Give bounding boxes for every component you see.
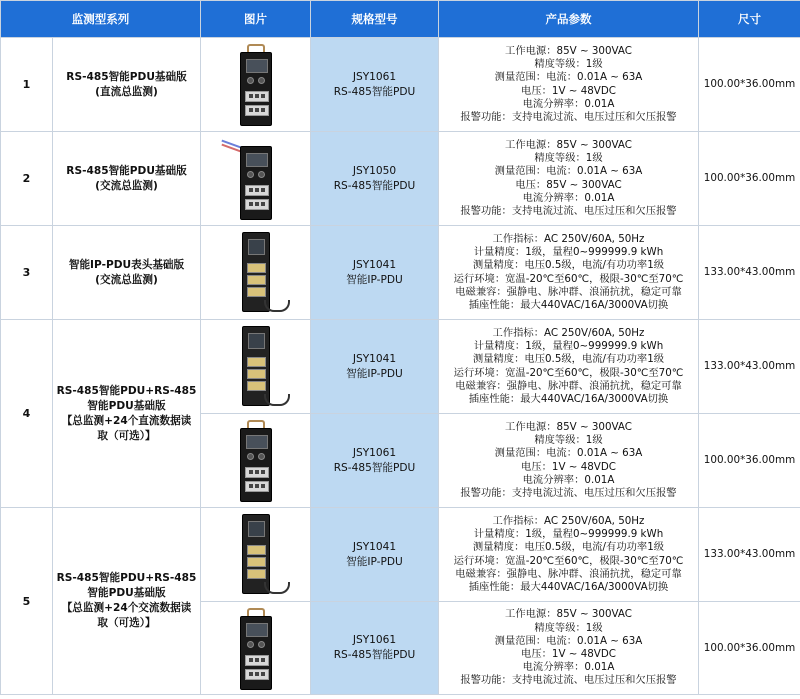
param-line: 报警功能：支持电流过流、电压过压和欠压报警 [460, 204, 677, 217]
param-line: 工作电源：85V ~ 300VAC [505, 608, 632, 621]
param-line: 电流分辨率：0.01A [522, 661, 615, 674]
model-cell [311, 602, 439, 695]
param-line: 插座性能：最大440VAC/16A/3000VA切换 [468, 580, 669, 593]
image-cell [201, 602, 311, 695]
param-line: 测量精度：电压0.5级，电流/有功功率1级 [472, 353, 665, 366]
model-name: RS-485智能PDU [333, 649, 416, 661]
ip-pdu-device-icon [201, 322, 310, 412]
size-cell: 133.00*43.00mm [699, 508, 800, 602]
ip-pdu-device-icon [201, 228, 310, 318]
model-name: 智能IP-PDU [346, 555, 403, 568]
model-name: RS-485智能PDU [333, 461, 416, 474]
param-line: 工作电源：85V ~ 300VAC [505, 138, 632, 151]
params-cell [439, 132, 699, 226]
series-line: (交流总监测) [95, 179, 158, 192]
series-line: RS-485智能PDU基础版 [66, 164, 187, 177]
model-name: 智能IP-PDU [346, 273, 403, 286]
param-line: 运行环境：宽温-20℃至60℃，极限-30℃至70℃ [453, 366, 684, 379]
param-line: 运行环境：宽温-20℃至60℃，极限-30℃至70℃ [453, 554, 684, 567]
series-line: RS-485智能PDU+RS-485 [56, 572, 197, 584]
row-index: 3 [1, 226, 53, 320]
param-line: 插座性能：最大440VAC/16A/3000VA切换 [468, 392, 669, 405]
size-cell: 133.00*43.00mm [699, 320, 800, 414]
param-line: 电磁兼容：强静电、脉冲群、浪涌抗扰，稳定可靠 [455, 567, 682, 580]
param-line: 工作指标：AC 250V/60A, 50Hz [492, 232, 645, 245]
series-cell [53, 320, 201, 508]
header-params: 产品参数 [439, 1, 699, 38]
param-line: 电磁兼容：强静电、脉冲群、浪涌抗扰，稳定可靠 [455, 285, 682, 298]
model-code: JSY1041 [352, 540, 397, 553]
size-cell: 133.00*43.00mm [699, 226, 800, 320]
row-index: 1 [1, 38, 53, 132]
model-code: JSY1061 [352, 70, 397, 83]
table-row [1, 320, 800, 414]
param-line: 运行环境：宽温-20℃至60℃，极限-30℃至70℃ [453, 272, 684, 285]
param-line: 测量范围：电流：0.01A ~ 63A [494, 71, 643, 84]
model-name: 智能IP-PDU [346, 367, 403, 380]
param-line: 插座性能：最大440VAC/16A/3000VA切换 [468, 298, 669, 311]
series-cell [53, 226, 201, 320]
series-line: 取（可选）】 [97, 429, 156, 442]
model-cell [311, 226, 439, 320]
series-line: 【总监测+24个交流数据读 [61, 602, 192, 614]
model-code: JSY1041 [352, 352, 397, 365]
table-row [1, 38, 800, 132]
param-line: 电流分辨率：0.01A [522, 473, 615, 486]
param-line: 测量范围：电流：0.01A ~ 63A [494, 165, 643, 178]
param-line: 计量精度：1级，量程0~999999.9 kWh [473, 528, 664, 541]
size-cell: 100.00*36.00mm [699, 414, 800, 508]
series-cell [53, 508, 201, 695]
param-line: 工作指标：AC 250V/60A, 50Hz [492, 326, 645, 339]
series-cell [53, 38, 201, 132]
param-line: 电压：1V ~ 48VDC [521, 84, 616, 97]
pdu-device-dc-icon [201, 604, 310, 693]
param-line: 计量精度：1级，量程0~999999.9 kWh [473, 246, 664, 259]
size-cell: 100.00*36.00mm [699, 132, 800, 226]
param-line: 电磁兼容：强静电、脉冲群、浪涌抗扰，稳定可靠 [455, 379, 682, 392]
param-line: 电压：1V ~ 48VDC [521, 460, 616, 473]
header-model: 规格型号 [311, 1, 439, 38]
series-line: 取（可选）】 [97, 617, 156, 629]
series-line: (直流总监测) [95, 85, 158, 98]
header-size: 尺寸 [699, 1, 800, 38]
model-cell [311, 132, 439, 226]
model-cell [311, 414, 439, 508]
param-line: 工作指标：AC 250V/60A, 50Hz [492, 514, 645, 527]
ip-pdu-device-icon [201, 510, 310, 600]
image-cell [201, 508, 311, 602]
image-cell [201, 132, 311, 226]
param-line: 电流分辨率：0.01A [522, 97, 615, 110]
model-cell [311, 320, 439, 414]
series-cell [53, 132, 201, 226]
header-series: 监测型系列 [1, 1, 201, 38]
model-name: RS-485智能PDU [333, 179, 416, 192]
header-image: 图片 [201, 1, 311, 38]
row-index: 2 [1, 132, 53, 226]
header-row [1, 1, 800, 38]
param-line: 测量范围：电流：0.01A ~ 63A [494, 634, 643, 647]
params-cell [439, 508, 699, 602]
series-line: 【总监测+24个直流数据读 [61, 414, 192, 427]
table-row [1, 132, 800, 226]
model-code: JSY1061 [352, 446, 397, 459]
image-cell [201, 38, 311, 132]
param-line: 测量范围：电流：0.01A ~ 63A [494, 447, 643, 460]
table-row [1, 226, 800, 320]
param-line: 精度等级：1级 [534, 152, 603, 165]
param-line: 电压：85V ~ 300VAC [515, 178, 622, 191]
pdu-device-dc-icon [201, 416, 310, 506]
param-line: 精度等级：1级 [534, 434, 603, 447]
pdu-device-ac-icon [201, 134, 310, 224]
param-line: 电流分辨率：0.01A [522, 191, 615, 204]
image-cell [201, 414, 311, 508]
param-line: 工作电源：85V ~ 300VAC [505, 420, 632, 433]
param-line: 精度等级：1级 [534, 58, 603, 71]
series-line: 智能IP-PDU表头基础版 [68, 258, 185, 271]
param-line: 测量精度：电压0.5级，电流/有功功率1级 [472, 259, 665, 272]
params-cell [439, 320, 699, 414]
model-code: JSY1041 [352, 258, 397, 271]
model-code: JSY1050 [352, 164, 397, 177]
table-row [1, 508, 800, 602]
pdu-device-dc-icon [201, 40, 310, 130]
series-line: RS-485智能PDU+RS-485 [56, 384, 197, 397]
param-line: 计量精度：1级，量程0~999999.9 kWh [473, 340, 664, 353]
param-line: 报警功能：支持电流过流、电压过压和欠压报警 [460, 486, 677, 499]
params-cell [439, 414, 699, 508]
param-line: 精度等级：1级 [534, 621, 603, 634]
model-code: JSY1061 [352, 634, 397, 646]
row-index: 5 [1, 508, 53, 695]
params-cell [439, 226, 699, 320]
series-line: (交流总监测) [95, 273, 158, 286]
model-name: RS-485智能PDU [333, 85, 416, 98]
param-line: 测量精度：电压0.5级，电流/有功功率1级 [472, 541, 665, 554]
param-line: 工作电源：85V ~ 300VAC [505, 44, 632, 57]
model-cell [311, 508, 439, 602]
model-cell [311, 38, 439, 132]
param-line: 报警功能：支持电流过流、电压过压和欠压报警 [460, 110, 677, 123]
params-cell [439, 602, 699, 695]
series-line: 智能PDU基础版 [87, 587, 166, 599]
params-cell [439, 38, 699, 132]
row-index: 4 [1, 320, 53, 508]
series-line: 智能PDU基础版 [87, 399, 166, 412]
series-line: RS-485智能PDU基础版 [66, 70, 187, 83]
image-cell [201, 320, 311, 414]
image-cell [201, 226, 311, 320]
param-line: 报警功能：支持电流过流、电压过压和欠压报警 [460, 674, 677, 687]
param-line: 电压：1V ~ 48VDC [521, 648, 616, 660]
size-cell: 100.00*36.00mm [699, 602, 800, 695]
size-cell: 100.00*36.00mm [699, 38, 800, 132]
